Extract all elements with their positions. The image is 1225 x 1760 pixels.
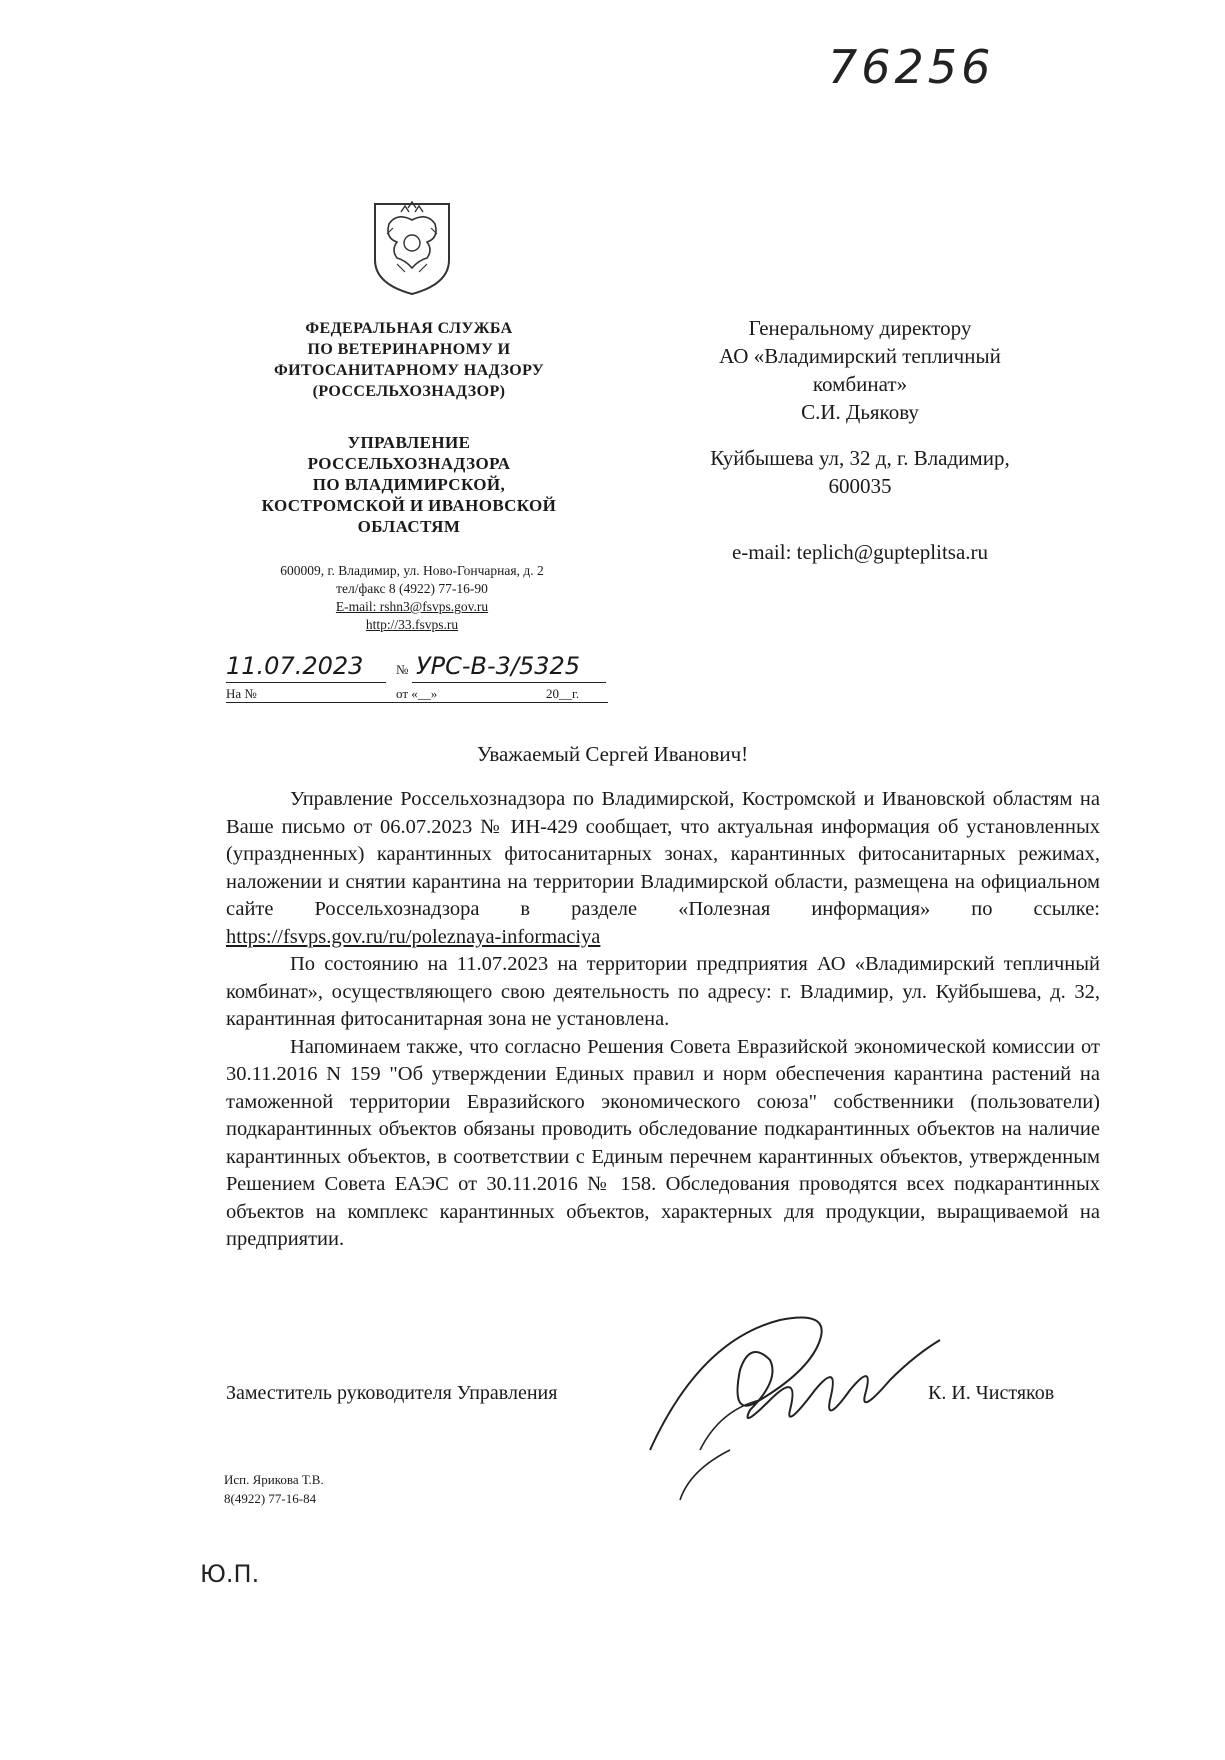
sender-address: 600009, г. Владимир, ул. Ново-Гончарная, д. 2 (280, 563, 544, 578)
recipient-block (670, 314, 1050, 426)
signatory-position: Заместитель руководителя Управления (226, 1382, 558, 1404)
body-paragraph (226, 951, 1100, 1034)
sender-org-line: (РОССЕЛЬХОЗНАДЗОР) (312, 383, 506, 400)
executor-info (224, 1470, 324, 1508)
sender-organization (224, 318, 594, 402)
info-link[interactable]: https://fsvps.gov.ru/ru/poleznaya-informaciya (226, 925, 601, 948)
paragraph-text: Управление Россельхознадзора по Владимирской, Костромской и Ивановской областям на Ваше письмо от 06.07.2023 № ИН-429 сообщает, что актуальная информация об установленных (упраздненных) карантинных фитосанитарных зонах, карантинных фитосанитарных режимах, наложении и снятии карантина на территории Владимирской области, размещена на официальном сайте Россельхознадзора в разделе «Полезная информация» по ссылке: (226, 788, 1100, 920)
handwritten-signature (640, 1300, 980, 1510)
outgoing-number: УРС-В-3/5325 (416, 652, 581, 680)
sender-dept-line: КОСТРОМСКОЙ И ИВАНОВСКОЙ (261, 496, 557, 515)
recipient-email: e-mail: teplich@gupteplitsa.ru (731, 540, 989, 564)
sender-phone: тел/факс 8 (4922) 77-16-90 (336, 581, 488, 596)
recipient-line: С.И. Дьякову (801, 400, 919, 424)
body-paragraph (226, 1034, 1100, 1254)
sender-dept-line: РОССЕЛЬХОЗНАДЗОРА (307, 454, 511, 473)
reference-label: На № (226, 686, 257, 701)
letter-body (226, 786, 1100, 1254)
body-paragraph (226, 786, 1100, 951)
recipient-line: АО «Владимирский тепличный (719, 344, 1001, 368)
sender-dept-line: ОБЛАСТЯМ (357, 517, 461, 536)
number-underline (412, 682, 606, 683)
executor-phone: 8(4922) 77-16-84 (224, 1491, 317, 1506)
reference-year: 20__г. (546, 686, 580, 701)
registration-number-handwritten: 76256 (828, 40, 995, 94)
reference-underline (226, 702, 608, 703)
sender-org-line: ФИТОСАНИТАРНОМУ НАДЗОРУ (273, 362, 545, 379)
sender-dept-line: УПРАВЛЕНИЕ (347, 433, 471, 452)
sender-site: http://33.fsvps.ru (365, 617, 459, 632)
initials-mark: Ю.П. (200, 1560, 260, 1588)
outgoing-registration (226, 652, 626, 704)
recipient-address-line: 600035 (828, 474, 892, 498)
recipient-address (670, 444, 1050, 500)
russian-coat-of-arms-icon (367, 198, 457, 298)
signatory-name: К. И. Чистяков (928, 1382, 1055, 1404)
recipient-line: Генеральному директору (748, 316, 972, 340)
paragraph-text: Напоминаем также, что согласно Решения Совета Евразийской экономической комиссии от 30.11.2016 N 159 "Об утверждении Единых правил и норм обеспечения карантина растений на таможенной территории Евразийского экономического союза" собственники (пользователи) подкарантинных объектов обязаны проводить обследование подкарантинных объектов на наличие карантинных объектов, в соответствии с Единым перечнем карантинных объектов, утвержденным Решением Совета ЕАЭС от 30.11.2016 № 158. Обследования проводятся всех подкарантинных объектов на комплекс карантинных объектов, характерных для продукции, выращиваемой на предприятии. (226, 1035, 1100, 1250)
sender-contacts (232, 562, 592, 634)
recipient-line: комбинат» (812, 372, 908, 396)
sender-dept-line: ПО ВЛАДИМИРСКОЙ, (312, 475, 506, 494)
sender-email: E-mail: rshn3@fsvps.gov.ru (335, 599, 489, 614)
sender-department (224, 432, 594, 537)
reference-from: от «__» (396, 686, 438, 701)
outgoing-date: 11.07.2023 (226, 652, 364, 680)
sender-org-line: ФЕДЕРАЛЬНАЯ СЛУЖБА (305, 320, 513, 337)
greeting: Уважаемый Сергей Иванович! (476, 742, 749, 766)
outgoing-number-label: № (396, 662, 409, 677)
recipient-address-line: Куйбышева ул, 32 д, г. Владимир, (710, 446, 1010, 470)
sender-org-line: ПО ВЕТЕРИНАРНОМУ И (307, 341, 511, 358)
date-underline (226, 682, 386, 683)
paragraph-text: По состоянию на 11.07.2023 на территории предприятия АО «Владимирский тепличный комбинат», осуществляющего свою деятельность по адресу: г. Владимир, ул. Куйбышева, д. 32, карантинная фитосанитарная зона не установлена. (226, 953, 1100, 1030)
executor-name: Исп. Ярикова Т.В. (224, 1472, 324, 1487)
